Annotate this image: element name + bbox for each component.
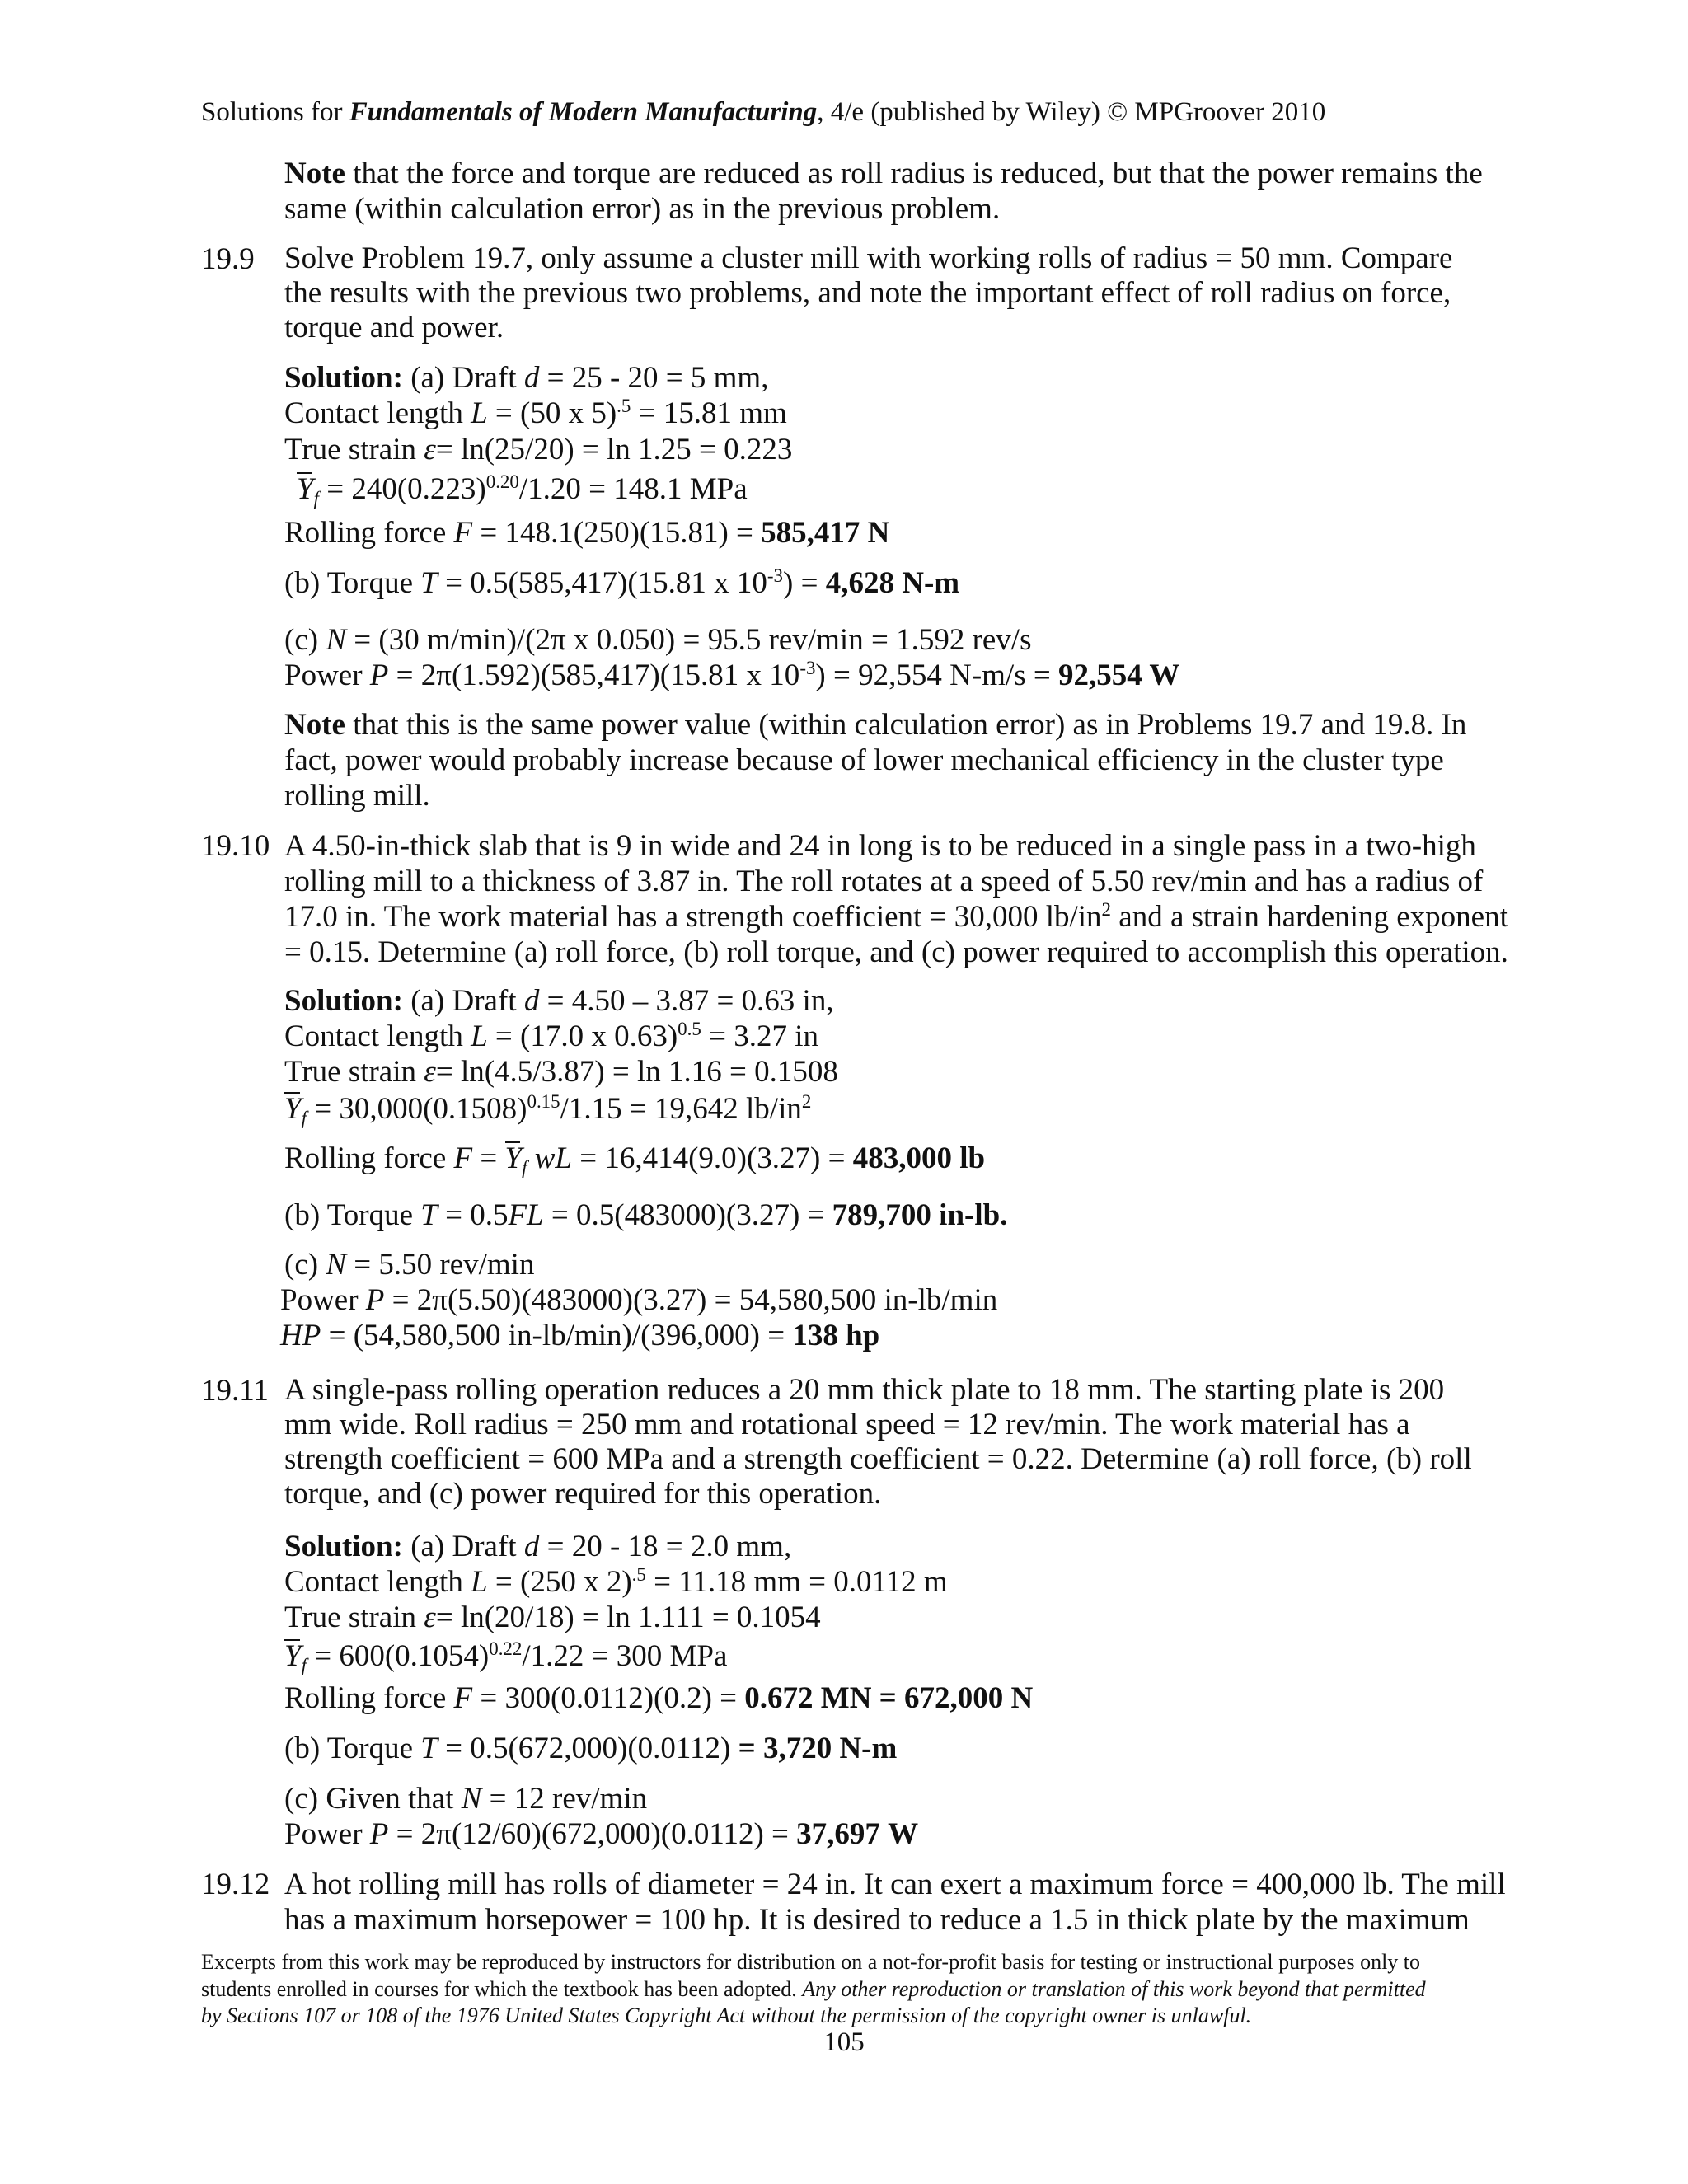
answer: 37,697 W xyxy=(796,1817,919,1851)
page-number: 105 xyxy=(823,2027,865,2057)
solution-line: Power P = 2π(12/60)(672,000)(0.0112) = 37,697 W xyxy=(284,1817,919,1851)
solution-note: rolling mill. xyxy=(284,779,430,813)
note-line: same (within calculation error) as in the previous problem. xyxy=(284,192,1001,226)
solution-line: $Y_f = 240(0.223)^{0.20}/1.20 = 148.1$ MPa xyxy=(297,471,748,509)
solution-line: $Y_f = 600(0.1054)^{0.22}/1.22 = 300$ MPa xyxy=(284,1638,728,1675)
solution-line: True strain ε= ln(25/20) = ln 1.25 = 0.223 xyxy=(284,433,793,466)
book-title: Fundamentals of Modern Manufacturing xyxy=(349,97,818,127)
solution-line: (c) N = (30 m/min)/(2π x 0.050) = 95.5 rev/min = 1.592 rev/s xyxy=(284,623,1032,657)
answer: 483,000 lb xyxy=(852,1141,986,1175)
footer-line: students enrolled in courses for which the textbook has been adopted. Any other reproduction or translation of this work beyond that permitted xyxy=(201,1976,1426,2001)
solution-line: $Y_f = 30,000(0.1508)^{0.15}/1.15 = 19,642$ $lb/in^2$ xyxy=(284,1091,812,1128)
y-bar-symbol: Y xyxy=(297,472,314,506)
solution-line: Contact length L = (50 x 5)$^{.5}$ = 15.81 mm xyxy=(284,396,787,430)
solution-line: Rolling force $F = Y_f$ wL = 16,414(9.0)(3.27) = 483,000 lb xyxy=(284,1141,986,1178)
solution-line: (b) Torque T = 0.5FL = 0.5(483000)(3.27) = 789,700 in-lb. xyxy=(284,1198,1008,1232)
solution-line: (c) N = 5.50 rev/min xyxy=(284,1248,535,1282)
problem-number: 19.9 xyxy=(201,242,255,276)
problem-statement: A single-pass rolling operation reduces a 20 mm thick plate to 18 mm. The starting plate is 200 mm wide. Roll radius = 250 mm and rotational speed = 12 rev/min. The work material has a strength coefficient = 600 MPa and a strength coefficient = 0.22. Determine (a) roll force, (b) roll torque, and (c) power required for this operation. xyxy=(284,1373,1472,1511)
answer: 585,417 N xyxy=(761,516,890,550)
solution-line: HP = (54,580,500 in-lb/min)/(396,000) = 138 hp xyxy=(280,1319,880,1352)
solution-line: Rolling force F = 148.1(250)(15.81) = 585,417 N xyxy=(284,516,890,550)
solution-line: Power P = 2π(5.50)(483000)(3.27) = 54,580,500 in-lb/min xyxy=(280,1283,998,1317)
header-prefix: Solutions for xyxy=(201,97,349,127)
y-bar-symbol: Y xyxy=(284,1639,302,1673)
solution-line: (b) Torque T = 0.5(585,417)(15.81 x $10^{-3}) = 4,628$ N-m xyxy=(284,565,960,600)
answer: 92,554 W xyxy=(1057,658,1180,692)
solution-line: Rolling force F = 300(0.0112)(0.2) = 0.672 MN = 672,000 N xyxy=(284,1681,1034,1715)
problem-statement-line: rolling mill to a thickness of 3.87 in. The roll rotates at a speed of 5.50 rev/min and has a radius of xyxy=(284,865,1484,898)
solution-line: Solution: (a) Draft d = 25 - 20 = 5 mm, xyxy=(284,361,769,395)
answer: 789,700 in-lb. xyxy=(832,1198,1008,1232)
note-line: Note that the force and torque are reduced as roll radius is reduced, but that the power remains the xyxy=(284,157,1483,190)
y-bar-symbol: Y xyxy=(284,1092,302,1126)
header-suffix: , 4/e (published by Wiley) © MPGroover 2010 xyxy=(817,97,1326,127)
problem-number: 19.12 xyxy=(201,1868,270,1901)
footer-line: Excerpts from this work may be reproduced by instructors for distribution on a not-for-profit basis for testing or instructional purposes only to xyxy=(201,1950,1421,1974)
problem-statement-line: 17.0 in. The work material has a strength coefficient = 30,000 $lb/in^2$ and a strain hardening exponent xyxy=(284,899,1508,934)
solution-line: True strain ε= ln(4.5/3.87) = ln 1.16 = 0.1508 xyxy=(284,1055,838,1089)
solution-line: True strain ε= ln(20/18) = ln 1.111 = 0.1054 xyxy=(284,1601,821,1634)
solution-line: Solution: (a) Draft d = 4.50 – 3.87 = 0.63 in, xyxy=(284,984,834,1018)
answer: 0.672 MN = 672,000 N xyxy=(744,1681,1034,1715)
problem-statement: Solve Problem 19.7, only assume a cluster mill with working rolls of radius = 50 mm. Compare the results with the previous two problems, and note the important effect of roll radius on force, torque and power. xyxy=(284,241,1453,344)
solution-line: (b) Torque T = 0.5(672,000)(0.0112) = 3,720 N-m xyxy=(284,1732,898,1765)
problem-statement-line: has a maximum horsepower = 100 hp. It is desired to reduce a 1.5 in thick plate by the maximum xyxy=(284,1903,1470,1937)
running-header xyxy=(201,97,1325,128)
solution-line: Contact length L = (250 x 2)$^{.5}$ = 11.18 mm = 0.0112 m xyxy=(284,1564,948,1599)
solution-note: Note that this is the same power value (within calculation error) as in Problems 19.7 and 19.8. In xyxy=(284,708,1467,742)
answer: 138 hp xyxy=(792,1319,880,1352)
problem-number: 19.11 xyxy=(201,1374,269,1408)
answer: = 3,720 N-m xyxy=(738,1732,898,1765)
answer: 4,628 N-m xyxy=(825,566,960,600)
problem-statement-line: A 4.50-in-thick slab that is 9 in wide and 24 in long is to be reduced in a single pass in a two-high xyxy=(284,829,1476,863)
solution-line: Contact length L = (17.0 x 0.63)$^{0.5}$ = 3.27 in xyxy=(284,1019,818,1053)
problem-statement-line: = 0.15. Determine (a) roll force, (b) roll torque, and (c) power required to accomplish this operation. xyxy=(284,935,1508,969)
y-bar-symbol: Y xyxy=(504,1141,523,1175)
solution-line: Solution: (a) Draft d = 20 - 18 = 2.0 mm, xyxy=(284,1530,792,1563)
solution-line: Power P = 2π(1.592)(585,417)(15.81 x $10^{-3}) = 92,554$ N-m/s = 92,554 W xyxy=(284,658,1180,692)
solution-note: fact, power would probably increase because of lower mechanical efficiency in the cluster type xyxy=(284,743,1444,777)
copyright-footer xyxy=(201,1949,1487,2030)
footer-line: by Sections 107 or 108 of the 1976 United States Copyright Act without the permission of the copyright owner is unlawful. xyxy=(201,2004,1252,2027)
problem-statement-line: A hot rolling mill has rolls of diameter = 24 in. It can exert a maximum force = 400,000 lb. The mill xyxy=(284,1868,1506,1901)
solution-line: (c) Given that N = 12 rev/min xyxy=(284,1782,648,1816)
problem-number: 19.10 xyxy=(201,829,270,863)
